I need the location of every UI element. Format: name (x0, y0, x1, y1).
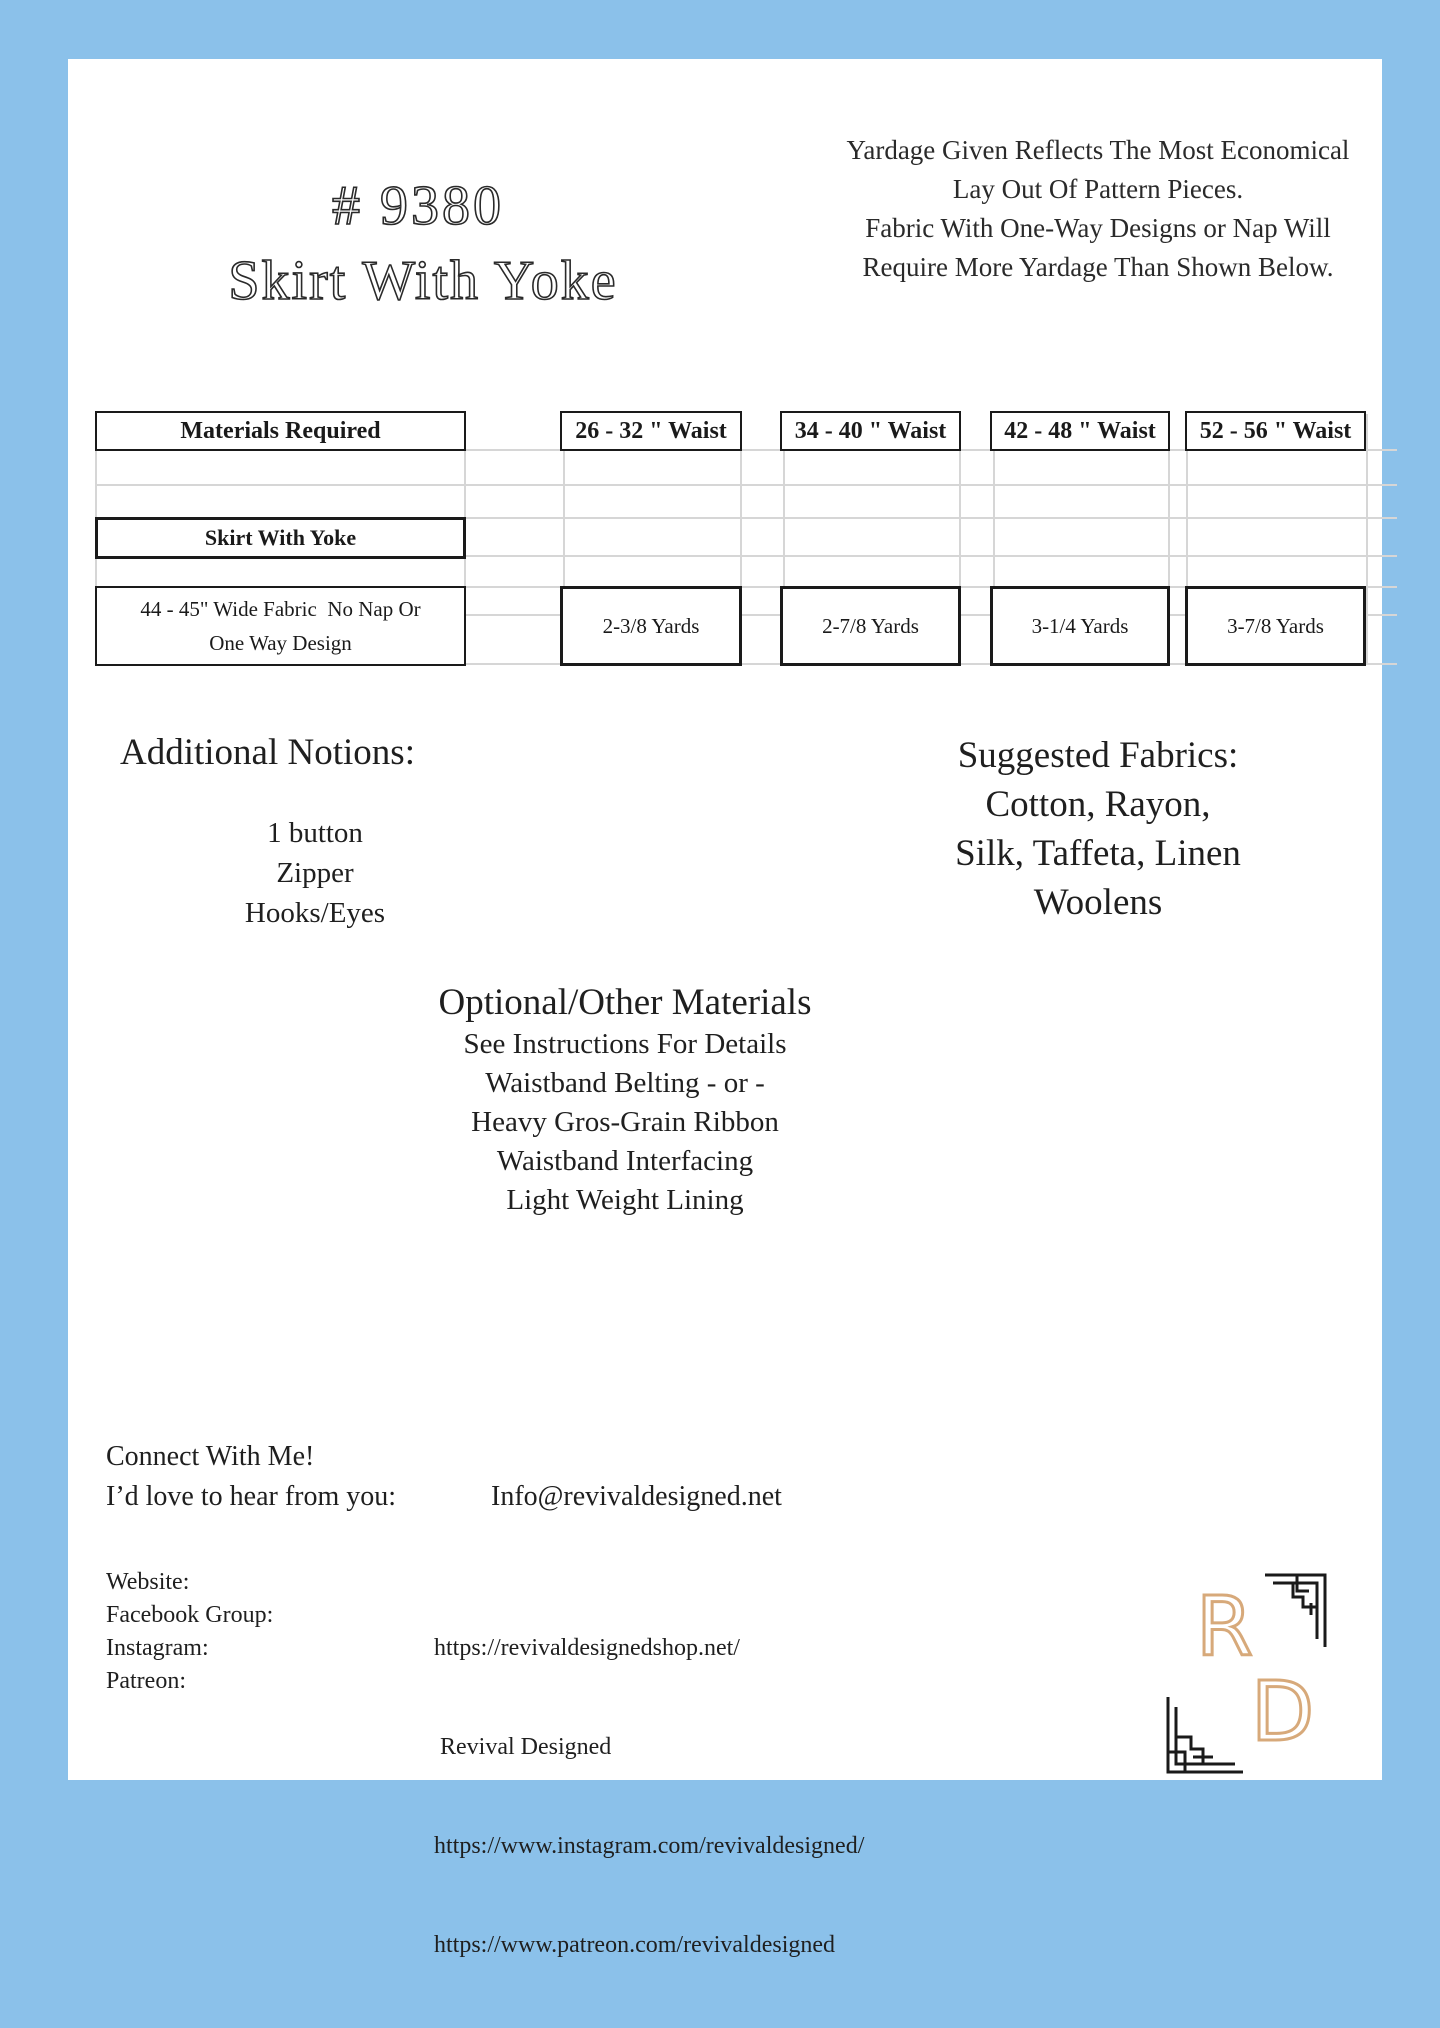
fabric-row-label-line: One Way Design (209, 631, 352, 655)
optional-line: Waistband Belting - or - (485, 1067, 765, 1099)
fabric-row-label (95, 586, 466, 666)
rd-logo (1153, 1567, 1353, 1777)
size-header: 52 - 56 " Waist (1185, 411, 1366, 451)
notions-item: Hooks/Eyes (244, 897, 386, 929)
fabrics-line: Cotton, Rayon, (985, 784, 1211, 825)
yardage-note-line: Lay Out Of Pattern Pieces. (952, 174, 1244, 204)
suggested-fabrics (898, 731, 1298, 927)
yardage-value: 3-1/4 Yards (990, 586, 1170, 666)
yardage-value: 3-7/8 Yards (1185, 586, 1366, 666)
yardage-value: 2-7/8 Yards (780, 586, 961, 666)
size-header: 42 - 48 " Waist (990, 411, 1170, 451)
optional-line: See Instructions For Details (463, 1028, 787, 1060)
instagram-link[interactable]: https://www.instagram.com/revivaldesigned/ (434, 1833, 865, 1859)
materials-header: Materials Required (95, 411, 466, 451)
facebook-link[interactable]: Revival Designed (434, 1734, 612, 1760)
fabrics-line: Silk, Taffeta, Linen (955, 833, 1241, 874)
notions-item: Zipper (276, 857, 354, 889)
social-label: Patreon: (106, 1668, 186, 1694)
optional-line: Waistband Interfacing (496, 1145, 754, 1177)
notions-item: 1 button (267, 817, 363, 849)
size-header: 26 - 32 " Waist (560, 411, 742, 451)
contact-email[interactable]: Info@revivaldesigned.net (491, 1481, 782, 1512)
pattern-number: # 9380 (332, 175, 504, 237)
contact-line: Connect With Me! (106, 1441, 315, 1472)
optional-line: Heavy Gros-Grain Ribbon (471, 1106, 779, 1138)
website-link[interactable]: https://revivaldesignedshop.net/ (434, 1635, 740, 1661)
fabrics-line: Woolens (1033, 882, 1163, 923)
social-label: Facebook Group: (106, 1602, 274, 1628)
fabric-row-label-line: 44 - 45" Wide Fabric No Nap Or (140, 597, 421, 621)
materials-table (68, 59, 1382, 759)
social-links (434, 1566, 994, 2028)
logo-letter-d: D (1251, 1665, 1315, 1760)
section-label: Skirt With Yoke (95, 517, 466, 559)
contact-line: I’d love to hear from you: (106, 1481, 397, 1512)
contact-block (106, 1437, 506, 1517)
pattern-name: Skirt With Yoke (228, 250, 618, 312)
yardage-note-line: Yardage Given Reflects The Most Economical (846, 135, 1350, 165)
size-header: 34 - 40 " Waist (780, 411, 961, 451)
yardage-value: 2-3/8 Yards (560, 586, 742, 666)
fabrics-heading: Suggested Fabrics: (957, 735, 1239, 776)
optional-list (400, 1025, 850, 1220)
optional-line: Light Weight Lining (506, 1184, 744, 1216)
patreon-link[interactable]: https://www.patreon.com/revivaldesigned (434, 1932, 836, 1958)
social-label: Instagram: (106, 1635, 209, 1661)
notions-heading: Additional Notions: (120, 732, 415, 773)
social-label: Website: (106, 1569, 190, 1595)
notions-list (180, 813, 450, 933)
logo-letter-r: R (1196, 1580, 1253, 1675)
yardage-note-line: Require More Yardage Than Shown Below. (862, 252, 1334, 282)
yardage-note-line: Fabric With One-Way Designs or Nap Will (865, 213, 1331, 243)
social-labels (106, 1566, 406, 1698)
optional-heading: Optional/Other Materials (438, 982, 812, 1023)
pattern-sheet (68, 59, 1382, 1958)
